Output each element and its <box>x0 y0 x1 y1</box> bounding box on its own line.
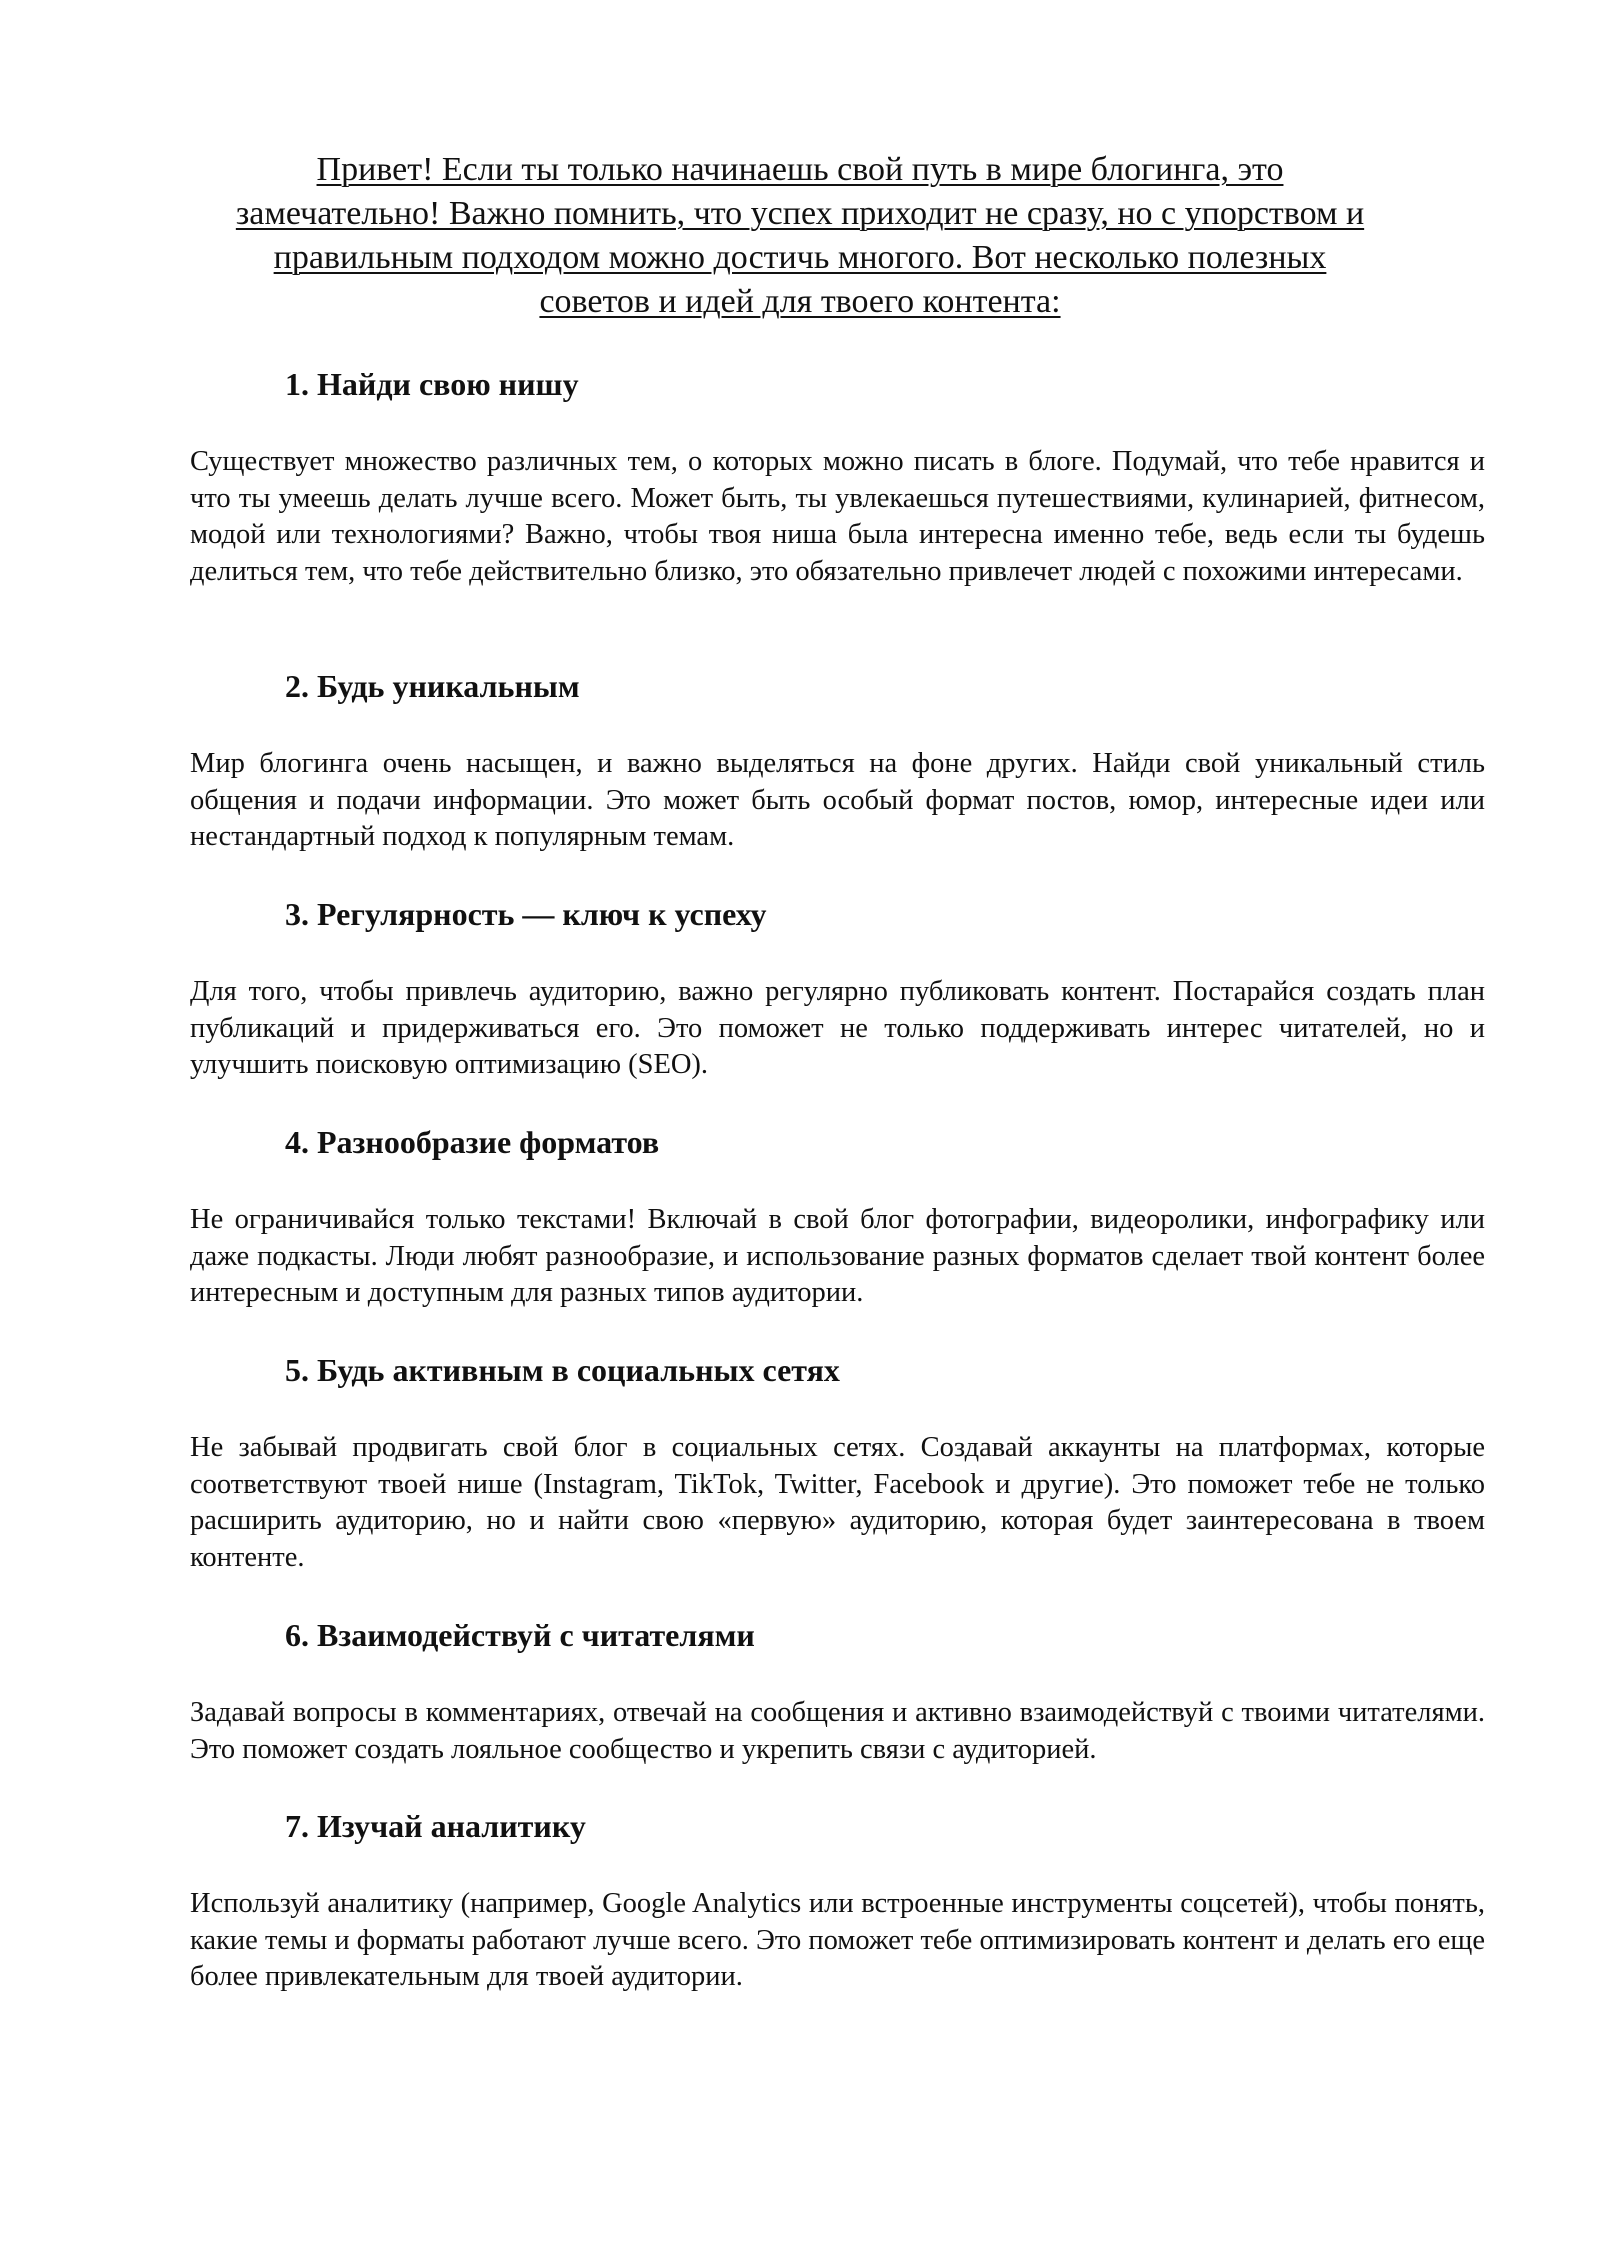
section-2-text: Мир блогинга очень насыщен, и важно выделяться на фоне других. Найди свой уникальный стиль общения и подачи информации. Это может быть особый формат постов, юмор, интересные идеи или нестандартный подход к популярным темам. <box>190 748 1485 852</box>
section-7-text: Используй аналитику (например, Google Analytics или встроенные инструменты соцсетей), чтобы понять, какие темы и форматы работают лучше всего. Это поможет тебе оптимизировать контент и делать его еще более привлекательным для твоей аудитории. <box>190 1888 1485 1992</box>
intro-paragraph: Привет! Если ты только начинаешь свой путь в мире блогинга, это замечательно! Важно помнить, что успех приходит не сразу, но с упорством и правильным подходом можно достичь многого. Вот несколько полезных советов и идей для твоего контента: <box>235 151 1365 320</box>
section-3-text: Для того, чтобы привлечь аудиторию, важно регулярно публиковать контент. Постарайся создать план публикаций и придерживаться его. Это поможет не только поддерживать интерес читателей, но и улучшить поисковую оптимизацию (SEO). <box>190 976 1485 1080</box>
section-5-text: Не забывай продвигать свой блог в социальных сетях. Создавай аккаунты на платформах, которые соответствуют твоей нише (Instagram, TikTok, Twitter, Facebook и другие). Это поможет тебе не только расширить аудиторию, но и найти свою «первую» аудиторию, которая будет заинтересована в твоем контенте. <box>190 1432 1485 1573</box>
section-4-text: Не ограничивайся только текстами! Включай в свой блог фотографии, видеоролики, инфографику или даже подкасты. Люди любят разнообразие, и использование разных форматов сделает твой контент более интересным и доступным для разных типов аудитории. <box>190 1204 1485 1308</box>
section-5-heading: 5. Будь активным в социальных сетях <box>285 1352 840 1388</box>
section-2-heading: 2. Будь уникальным <box>285 668 580 704</box>
section-3-heading: 3. Регулярность — ключ к успеху <box>285 896 767 932</box>
section-4-heading: 4. Разнообразие форматов <box>285 1124 660 1160</box>
section-6-heading: 6. Взаимодействуй с читателями <box>285 1617 755 1653</box>
section-1-heading: 1. Найди свою нишу <box>285 366 579 402</box>
section-1-text: Существует множество различных тем, о которых можно писать в блоге. Подумай, что тебе нравится и что ты умеешь делать лучше всего. Может быть, ты увлекаешься путешествиями, кулинарией, фитнесом, модой или технологиями? Важно, чтобы твоя ниша была интересна именно тебе, ведь если ты будешь делиться тем, что тебе действительно близко, это обязательно привлечет людей с похожими интересами. <box>190 446 1485 587</box>
section-7-heading: 7. Изучай аналитику <box>285 1808 586 1844</box>
section-6-text: Задавай вопросы в комментариях, отвечай на сообщения и активно взаимодействуй с твоими читателями. Это поможет создать лояльное сообщество и укрепить связи с аудиторией. <box>190 1697 1485 1765</box>
